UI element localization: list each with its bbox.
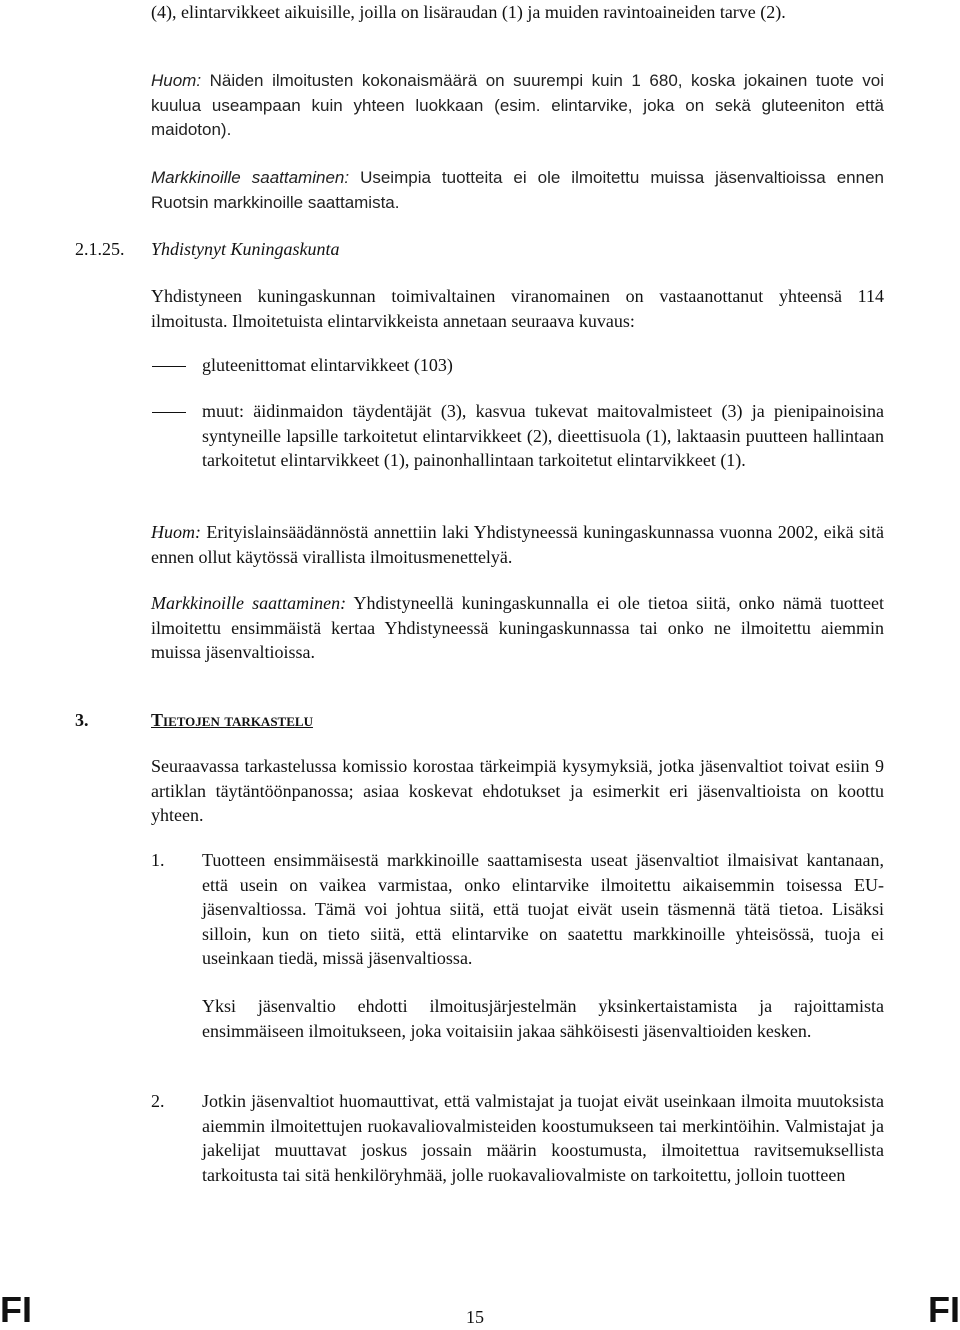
footer-language-code-left: FI — [0, 1289, 32, 1330]
market-label: Markkinoille saattaminen: — [151, 593, 347, 613]
section-number: 2.1.25. — [75, 239, 125, 259]
section-title: Tietojen tarkastelu — [151, 710, 313, 730]
section3-intro-paragraph: Seuraavassa tarkastelussa komissio korostaa tärkeimpiä kysymyksiä, jotka jäsenvaltiot toivat esiin 9 artiklan täytäntöönpanossa; asiaa koskevat ehdotukset ja esimerkit eri jäsenvaltioista on koottu yhteen. — [151, 756, 884, 825]
market-label: Markkinoille saattaminen: — [151, 168, 350, 187]
note-text: Näiden ilmoitusten kokonaismäärä on suurempi kuin 1 680, koska jokainen tuote voi kuulua useampaan kuin yhteen luokkaan (esim. elintarvike, joka on sekä gluteeniton että maidoton). — [151, 71, 884, 139]
section-number: 3. — [75, 710, 89, 730]
section-heading-3 — [75, 708, 313, 733]
note-paragraph — [151, 69, 884, 143]
list-item-text: Tuotteen ensimmäisestä markkinoille saattamisesta useat jäsenvaltiot ilmaisivat kantanaan, että usein on vaikea varmistaa, onko elintarvike ilmoitettu aikaisemmin toisessa EU-jäsenvaltiossa. Tämä voi johtua siitä, että tuojat eivät usein täsmennä tätä tietoa. Lisäksi silloin, kun on tieto siitä, että elintarvike on saatettu markkinoille yhteisössä, tuoja ei useinkaan tiedä, missä jäsenvaltiossa. — [202, 850, 884, 968]
bullet-dash — [152, 366, 186, 367]
note-text: Erityislainsäädännöstä annettiin laki Yhdistyneessä kuningaskunnassa vuonna 2002, eikä sitä ennen ollut käytössä virallista ilmoitusmenettelyä. — [151, 522, 884, 567]
bullet-dash — [152, 412, 186, 413]
list-number: 2. — [151, 1091, 165, 1111]
uk-market-paragraph — [151, 591, 884, 665]
uk-note-paragraph — [151, 520, 884, 569]
note-label: Huom: — [151, 522, 201, 542]
bullet-item: gluteenittomat elintarvikkeet (103) — [202, 355, 453, 375]
uk-intro-paragraph: Yhdistyneen kuningaskunnan toimivaltainen viranomainen on vastaanottanut yhteensä 114 ilmoitusta. Ilmoitetuista elintarvikkeista annetaan seuraava kuvaus: — [151, 286, 884, 331]
list-item-text: Jotkin jäsenvaltiot huomauttivat, että valmistajat ja tuojat eivät useinkaan ilmoita muutoksista aiemmin ilmoitettujen ruokavaliovalmisteiden koostumukseen tai merkintöihin. Valmistajat ja jakelijat muuttavat joskus jossain määrin koostumusta, ilmoitettua ravitsemuksellista tarkoitusta tai sitä henkilöryhmää, jolle ruokavaliovalmiste on tarkoitettu, jolloin tuotteen — [202, 1091, 884, 1185]
footer-language-code-right: FI — [928, 1289, 960, 1330]
continuation-paragraph: (4), elintarvikkeet aikuisille, joilla on lisäraudan (1) ja muiden ravintoaineiden tarve (2). — [151, 2, 786, 22]
market-paragraph — [151, 166, 884, 215]
list-item-extra: Yksi jäsenvaltio ehdotti ilmoitusjärjestelmän yksinkertaistamista ja rajoittamista ensimmäiseen ilmoitukseen, joka voitaisiin jakaa sähköisesti jäsenvaltioiden kesken. — [202, 996, 884, 1041]
note-label: Huom: — [151, 71, 202, 90]
market-text: Useimpia tuotteita ei ole ilmoitettu muissa jäsenvaltioissa ennen Ruotsin markkinoille saattamista. — [151, 168, 884, 212]
market-text: Yhdistyneellä kuningaskunnalla ei ole tietoa siitä, onko nämä tuotteet ilmoitettu ensimmäistä kertaa Yhdistyneessä kuningaskunnassa tai onko ne ilmoitettu aiemmin muissa jäsenvaltioissa. — [151, 593, 884, 662]
section-heading-uk — [75, 237, 340, 262]
section-title: Yhdistynyt Kuningaskunta — [151, 239, 340, 259]
page-number: 15 — [466, 1307, 484, 1327]
bullet-item: muut: äidinmaidon täydentäjät (3), kasvua tukevat maitovalmisteet (3) ja pienipainoisina syntyneille lapsille tarkoitetut elintarvikkeet (2), dieettisuola (1), laktaasin puutteen hallintaan tarkoitetut elintarvikkeet (1), painonhallintaan tarkoitetut elintarvikkeet (1). — [202, 401, 884, 470]
list-number: 1. — [151, 850, 165, 870]
